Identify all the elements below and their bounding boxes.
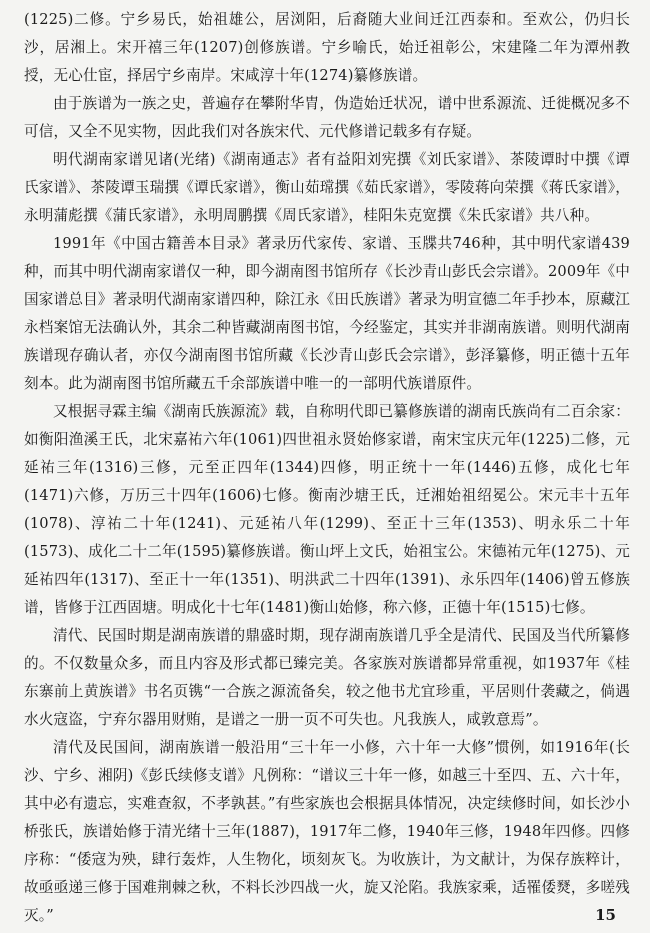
paragraph-1: (1225)二修。宁乡易氏，始祖雄公，居浏阳，后裔随大业间迁江西泰和。至欢公，仍归长沙，居湘上。宋开禧三年(1207)创修族谱。宁乡喻氏，始迁祖彰公，宋建隆二年为潭州教授，无心仕宦，择居宁乡南岸。宋咸淳十年(1274)纂修族谱。: [24, 11, 630, 84]
paragraph-7: 清代及民国间，湖南族谱一般沿用“三十年一小修，六十年一大修”惯例，如1916年(长沙、宁乡、湘阴)《彭氏续修支谱》凡例称：“谱议三十年一修，如越三十至四、五、六十年，其中必有遗忘，实难查叙，不孝孰甚。”有些家族也会根据具体情况，决定续修时间，如长沙小桥张氏，族谱始修于清光绪十三年(1887)，1917年二修，1940年三修，1948年四修。四修序称：“倭寇为殃，肆行轰炸，人生物化，顷刻灰飞。为收族计，为文献计，为保存族粹计，故亟亟递三修于国难荆棘之秋，不料长沙四战一火，旋又沦陷。我族家乘，适罹倭燹，多嗟残灭。”: [24, 739, 630, 924]
page-number: 15: [595, 906, 616, 924]
paragraph-5: 又根据寻霖主编《湖南氏族源流》载，自称明代即已纂修族谱的湖南氏族尚有二百余家：如衡阳渔溪王氏，北宋嘉祐六年(1061)四世祖永贤始修家谱，南宋宝庆元年(1225)二修，元延祐三年(1316)三修，元至正四年(1344)四修，明正统十一年(1446)五修，成化七年(1471)六修，万历三十四年(1606)七修。衡南沙塘王氏，迁湘始祖绍冕公。宋元丰十五年(1078)、淳祐二十年(1241)、元延祐八年(1299)、至正十三年(1353)、明永乐二十年(1573)、成化二十二年(1595)纂修族谱。衡山坪上文氏，始祖宝公。宋德祐元年(1275)、元延祐四年(1317)、至正十一年(1351)、明洪武二十四年(1391)、永乐四年(1406)曾五修族谱，皆修于江西固塘。明成化十七年(1481)衡山始修，称六修，正德十年(1515)七修。: [24, 403, 630, 616]
paragraph-6: 清代、民国时期是湖南族谱的鼎盛时期，现存湖南族谱几乎全是清代、民国及当代所纂修的。不仅数量众多，而且内容及形式都已臻完美。各家族对族谱都异常重视，如1937年《桂东寨前上黄族谱》书名页镌“一合族之源流备矣，较之他书尤宜珍重，平居则什袭藏之，倘遇水火寇盗，宁弃尔器用财贿，是谱之一册一页不可失也。凡我族人，咸敦意焉”。: [24, 627, 630, 728]
paragraph-4: 1991年《中国古籍善本目录》著录历代家传、家谱、玉牒共746种，其中明代家谱439种，而其中明代湖南家谱仅一种，即今湖南图书馆所存《长沙青山彭氏会宗谱》。2009年《中国家谱总目》著录明代湖南家谱四种，除江永《田氏族谱》著录为明宣德二年手抄本，原藏江永档案馆无法确认外，其余二种皆藏湖南图书馆，今经鉴定，其实并非湖南族谱。则明代湖南族谱现存确认者，亦仅今湖南图书馆所藏《长沙青山彭氏会宗谱》，彭泽纂修，明正德十五年刻本。此为湖南图书馆所藏五千余部族谱中唯一的一部明代族谱原件。: [24, 235, 630, 392]
paragraph-2: 由于族谱为一族之史，普遍存在攀附华胄，伪造始迁状况，谱中世系源流、迁徙概况多不可信，又全不见实物，因此我们对各族宋代、元代修谱记载多有存疑。: [24, 95, 630, 140]
paragraph-3: 明代湖南家谱见诸(光绪)《湖南通志》者有益阳刘宪撰《刘氏家谱》、茶陵谭时中撰《谭氏家谱》、茶陵谭玉瑞撰《谭氏家谱》，衡山茹瑺撰《茹氏家谱》，零陵蒋向荣撰《蒋氏家谱》，永明蒲彪撰《蒲氏家谱》，永明周鹏撰《周氏家谱》，桂阳朱克宽撰《朱氏家谱》共八种。: [24, 151, 630, 224]
